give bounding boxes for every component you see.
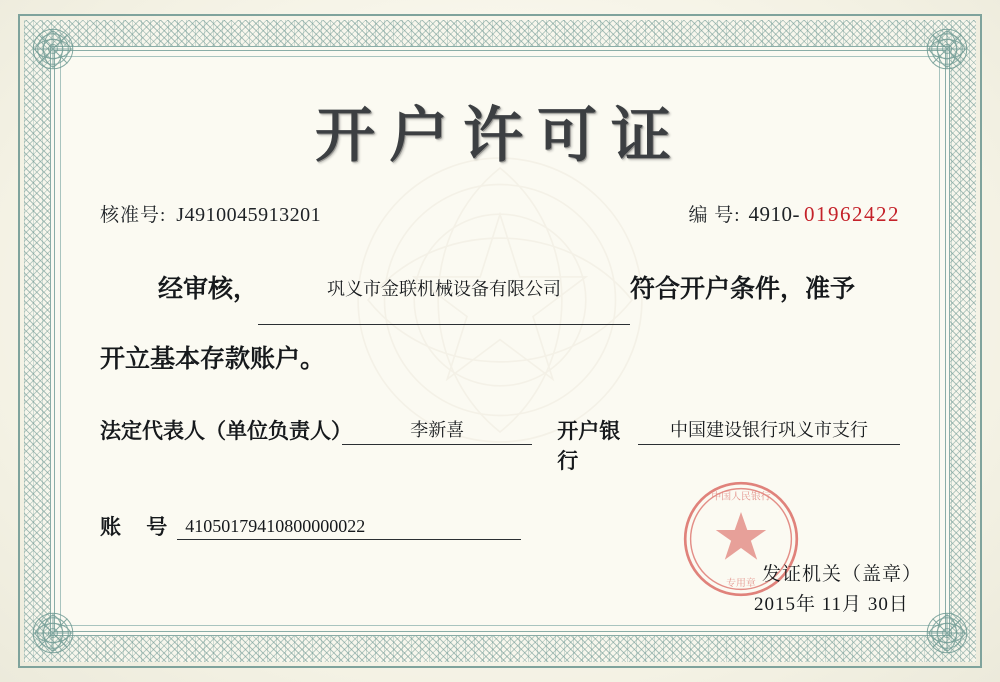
representative-bank-row bbox=[78, 415, 922, 475]
body-line1-suffix: 符合开户条件，准予 bbox=[630, 276, 856, 303]
code-row bbox=[78, 200, 922, 227]
approval-number-value: J4910045913201 bbox=[176, 204, 322, 226]
body-line2-text: 开立基本存款账户。 bbox=[100, 346, 326, 373]
issuer-block bbox=[754, 560, 922, 620]
company-name-field: 巩义市金联机械设备有限公司 bbox=[258, 256, 630, 325]
body-line-2 bbox=[100, 327, 900, 393]
issue-year: 2015 bbox=[753, 594, 796, 615]
serial-number-prefix: 4910- bbox=[748, 202, 800, 226]
issue-month: 11 bbox=[821, 594, 843, 615]
svg-text:中国人民银行: 中国人民银行 bbox=[711, 491, 771, 503]
account-number-row bbox=[78, 511, 922, 542]
approval-number-group bbox=[100, 200, 321, 227]
serial-number-group bbox=[688, 200, 900, 227]
body-line1-prefix: 经审核， bbox=[158, 276, 259, 303]
serial-number-value: 01962422 bbox=[804, 202, 900, 226]
corner-rosette-icon bbox=[920, 22, 974, 76]
page-title: 开户许可证 bbox=[315, 101, 685, 171]
representative-label: 法定代表人（单位负责人） bbox=[100, 419, 352, 443]
representative-value-field: 李新喜 bbox=[342, 416, 532, 445]
svg-text:专用章: 专用章 bbox=[726, 577, 756, 589]
issue-day: 30 bbox=[867, 594, 889, 615]
corner-rosette-icon bbox=[920, 606, 974, 660]
certificate-content bbox=[78, 70, 922, 612]
serial-number-label: 编 号: bbox=[688, 205, 741, 226]
body-line-1 bbox=[100, 257, 900, 327]
approval-number-label: 核准号: bbox=[100, 205, 167, 226]
account-number-label: 账 号 bbox=[100, 515, 178, 539]
issue-year-unit: 年 bbox=[795, 594, 816, 615]
account-number-field: 41050179410800000022 bbox=[177, 516, 521, 540]
issuer-label: 发证机关（盖章） bbox=[761, 564, 922, 585]
bank-value-field: 中国建设银行巩义市支行 bbox=[638, 416, 900, 445]
corner-rosette-icon bbox=[26, 22, 80, 76]
corner-rosette-icon bbox=[26, 606, 80, 660]
issue-day-unit: 日 bbox=[888, 594, 909, 615]
bank-label: 开户银行 bbox=[557, 419, 621, 473]
issue-date bbox=[754, 590, 922, 620]
body-text-block bbox=[78, 257, 922, 393]
issue-month-unit: 月 bbox=[842, 594, 863, 615]
